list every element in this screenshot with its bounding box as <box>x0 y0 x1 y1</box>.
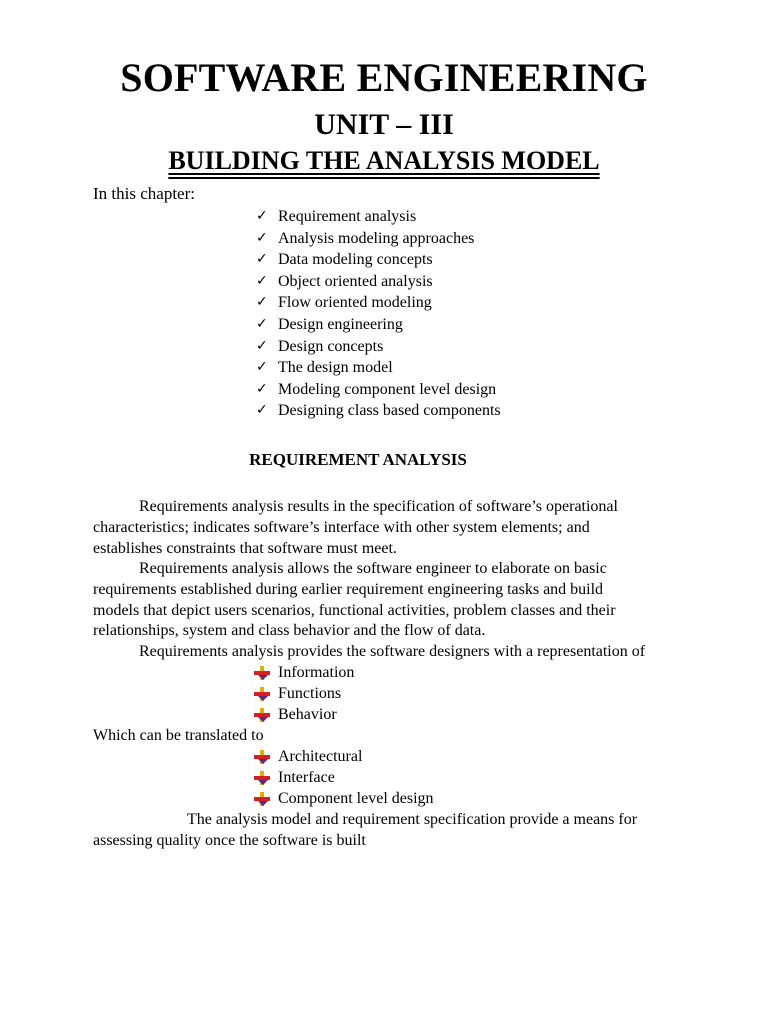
list-item: ✓ The design model <box>256 357 501 379</box>
checkmark-icon: ✓ <box>256 315 268 332</box>
list-item: Interface <box>254 768 434 789</box>
colored-cross-arrow-icon <box>254 708 270 722</box>
unit-heading: UNIT – III <box>314 108 454 141</box>
colored-cross-arrow-icon <box>254 687 270 701</box>
list-item: ✓ Requirement analysis <box>256 206 501 228</box>
paragraph-1: Requirements analysis results in the specification of software’s operational characteristics; indicates software’s interface with other system elements; and establishes constraints that software must meet. <box>93 498 618 557</box>
representation-list <box>254 663 354 725</box>
checkmark-icon: ✓ <box>256 380 268 397</box>
checkmark-icon: ✓ <box>256 359 268 376</box>
checkmark-icon: ✓ <box>256 272 268 289</box>
section-heading: REQUIREMENT ANALYSIS <box>249 450 467 469</box>
closing-paragraph: The analysis model and requirement specification provide a means for assessing quality once the software is built <box>93 811 638 849</box>
list-item: ✓ Flow oriented modeling <box>256 292 501 314</box>
list-item: ✓ Data modeling concepts <box>256 249 501 271</box>
checkmark-icon: ✓ <box>256 229 268 246</box>
checkmark-icon: ✓ <box>256 251 268 268</box>
paragraph-2: Requirements analysis allows the software engineer to elaborate on basic requirements established during earlier requirement engineering tasks and build models that depict users scenarios, functional activities, problem classes and their relationships, system and class behavior and the flow of data. <box>93 560 616 640</box>
list-item: ✓ Designing class based components <box>256 400 501 422</box>
list-item: Architectural <box>254 747 434 768</box>
colored-cross-arrow-icon <box>254 666 270 680</box>
list-item: ✓ Design concepts <box>256 336 501 358</box>
list-item: ✓ Design engineering <box>256 314 501 336</box>
colored-cross-arrow-icon <box>254 750 270 764</box>
list-item: Component level design <box>254 789 434 810</box>
colored-cross-arrow-icon <box>254 771 270 785</box>
list-item: ✓ Modeling component level design <box>256 379 501 401</box>
chapter-topics-list <box>256 206 501 422</box>
chapter-heading: BUILDING THE ANALYSIS MODEL <box>168 146 600 175</box>
list-item: Functions <box>254 684 354 705</box>
checkmark-icon: ✓ <box>256 294 268 311</box>
colored-cross-arrow-icon <box>254 792 270 806</box>
checkmark-icon: ✓ <box>256 337 268 354</box>
translate-text: Which can be translated to <box>93 727 264 744</box>
checkmark-icon: ✓ <box>256 208 268 224</box>
intro-text: In this chapter: <box>93 184 195 203</box>
document-title: SOFTWARE ENGINEERING <box>120 55 648 100</box>
paragraph-3: Requirements analysis provides the software designers with a representation of <box>139 643 646 660</box>
list-item: Behavior <box>254 705 354 726</box>
checkmark-icon: ✓ <box>256 402 268 419</box>
list-item: ✓ Object oriented analysis <box>256 271 501 293</box>
list-item: Information <box>254 663 354 684</box>
list-item: ✓ Analysis modeling approaches <box>256 228 501 250</box>
design-list <box>254 747 434 809</box>
